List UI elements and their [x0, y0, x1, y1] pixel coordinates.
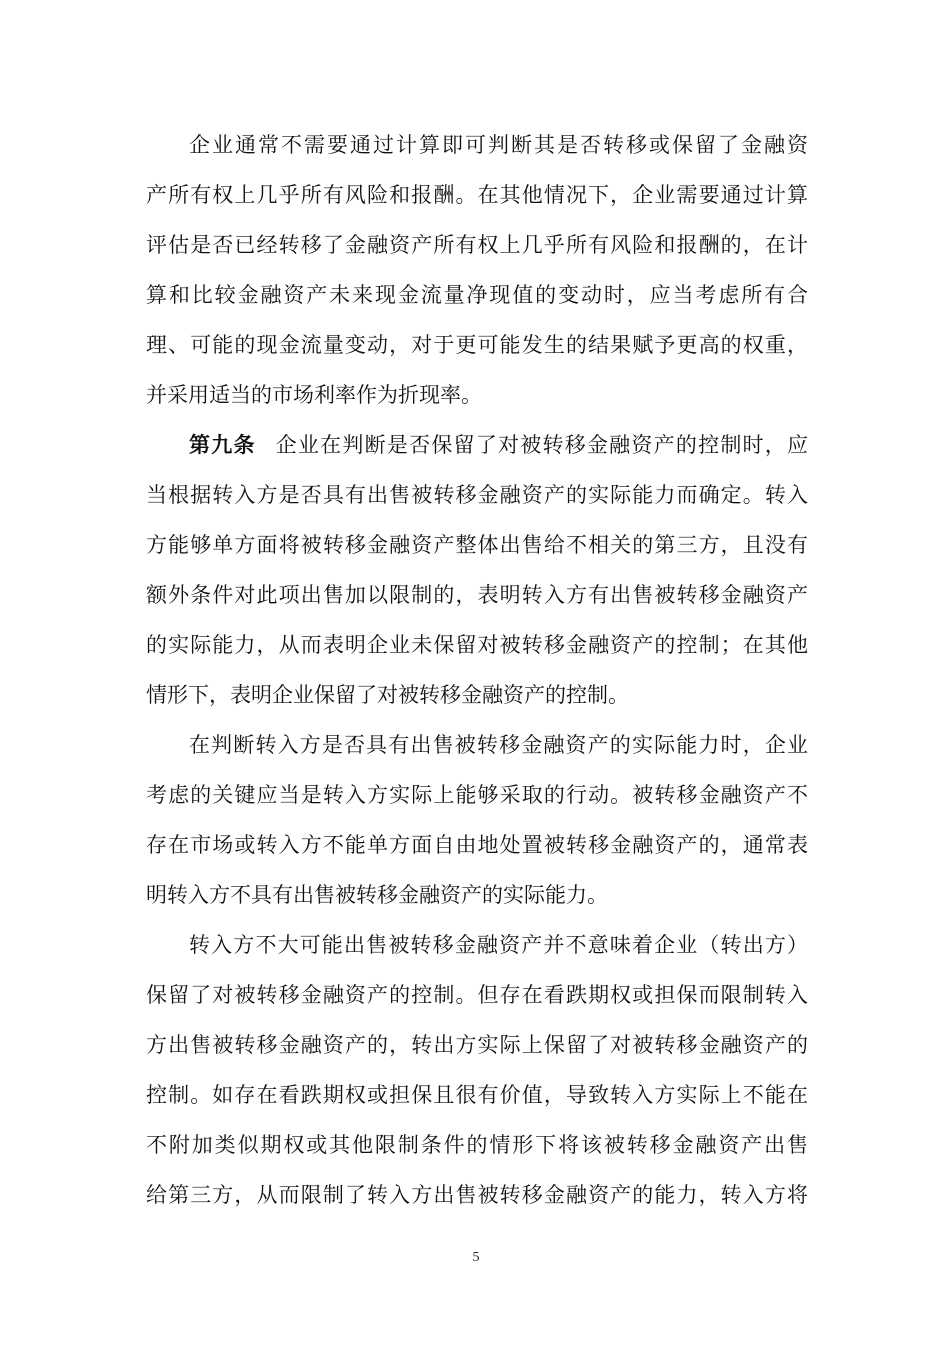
text-line: 在判断转入方是否具有出售被转移金融资产的实际能力时，企业 [189, 733, 808, 757]
text-line: 考虑的关键应当是转入方实际上能够采取的行动。被转移金融资产不 [146, 783, 808, 807]
text-line: 产所有权上几乎所有风险和报酬。在其他情况下，企业需要通过计算 [146, 183, 808, 207]
paragraph-article-nine [146, 420, 808, 720]
paragraph [146, 720, 808, 920]
page-number: 5 [472, 1250, 480, 1265]
text-line: 不附加类似期权或其他限制条件的情形下将该被转移金融资产出售 [146, 1133, 808, 1157]
text-line-content: 企业在判断是否保留了对被转移金融资产的控制时，应 [275, 433, 809, 457]
text-line: 转入方不大可能出售被转移金融资产并不意味着企业（转出方） [189, 933, 808, 957]
text-line: 控制。如存在看跌期权或担保且很有价值，导致转入方实际上不能在 [146, 1083, 808, 1107]
text-line: 评估是否已经转移了金融资产所有权上几乎所有风险和报酬的，在计 [146, 233, 808, 257]
text-line [146, 420, 808, 470]
text-line: 方出售被转移金融资产的，转出方实际上保留了对被转移金融资产的 [146, 1033, 808, 1057]
article-heading: 第九条 [189, 433, 256, 457]
text-line: 当根据转入方是否具有出售被转移金融资产的实际能力而确定。转入 [146, 483, 808, 507]
text-line: 给第三方，从而限制了转入方出售被转移金融资产的能力，转入方将 [146, 1183, 808, 1207]
document-body [146, 120, 808, 1220]
text-line: 企业通常不需要通过计算即可判断其是否转移或保留了金融资 [189, 133, 808, 157]
text-line: 明转入方不具有出售被转移金融资产的实际能力。 [146, 883, 608, 907]
text-line: 存在市场或转入方不能单方面自由地处置被转移金融资产的，通常表 [146, 833, 808, 857]
text-line: 理、可能的现金流量变动，对于更可能发生的结果赋予更高的权重， [146, 333, 808, 357]
text-line: 情形下，表明企业保留了对被转移金融资产的控制。 [146, 683, 629, 707]
text-line: 方能够单方面将被转移金融资产整体出售给不相关的第三方，且没有 [146, 533, 808, 557]
paragraph [146, 120, 808, 420]
text-line: 保留了对被转移金融资产的控制。但存在看跌期权或担保而限制转入 [146, 983, 808, 1007]
paragraph [146, 920, 808, 1220]
text-line: 算和比较金融资产未来现金流量净现值的变动时，应当考虑所有合 [146, 283, 808, 307]
text-line: 的实际能力，从而表明企业未保留对被转移金融资产的控制；在其他 [146, 633, 808, 657]
text-line: 并采用适当的市场利率作为折现率。 [146, 383, 482, 407]
text-line: 额外条件对此项出售加以限制的，表明转入方有出售被转移金融资产 [146, 583, 808, 607]
